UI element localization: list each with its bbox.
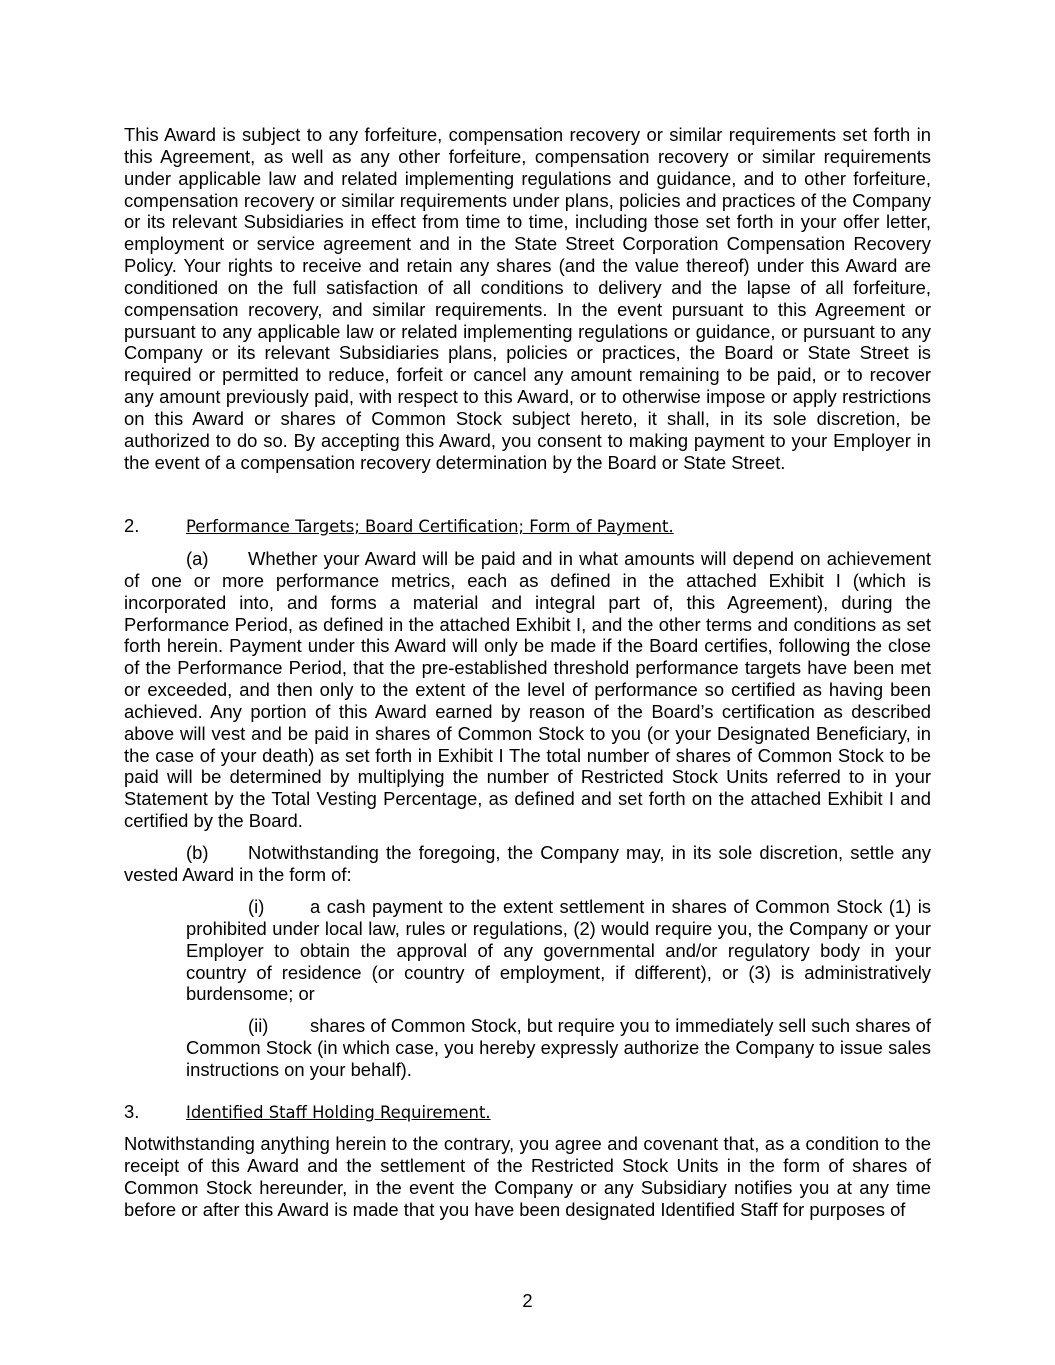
- section-2b-i-paragraph: [186, 896, 931, 1005]
- section-2a-label: (a): [186, 548, 209, 569]
- section-2-heading: [124, 515, 931, 538]
- section-2b-text: Notwithstanding the foregoing, the Company may, in its sole discretion, settle any vested Award in the form of:: [124, 842, 931, 885]
- section-2b-label: (b): [186, 842, 209, 863]
- section-2b-i-text: a cash payment to the extent settlement in shares of Common Stock (1) is prohibited under local law, rules or regulations, (2) would require you, the Company or your Employer to obtain the approval of any governmental and/or regulatory body in your country of residence (or country of employment, if different), or (3) is administratively burdensome; or: [186, 896, 931, 1005]
- section-2a-text: Whether your Award will be paid and in what amounts will depend on achievement of one or more performance metrics, each as defined in the attached Exhibit I (which is incorporated into, and forms a material and integral part of, this Agreement), during the Performance Period, as defined in the attached Exhibit I, and the other terms and conditions as set forth herein. Payment under this Award will only be made if the Board certifies, following the close of the Performance Period, that the pre-established threshold performance targets have been met or exceeded, and then only to the extent of the level of performance so certified as having been achieved. Any portion of this Award earned by reason of the Board’s certification as described above will vest and be paid in shares of Common Stock to you (or your Designated Beneficiary, in the case of your death) as set forth in Exhibit I The total number of shares of Common Stock to be paid will be determined by multiplying the number of Restricted Stock Units referred to in your Statement by the Total Vesting Percentage, as defined and set forth on the attached Exhibit I and certified by the Board.: [124, 548, 931, 832]
- section-2b-i-label: (i): [248, 896, 265, 917]
- section-2b-paragraph: [124, 842, 931, 886]
- page-number: 2: [522, 1290, 533, 1311]
- section-2-number: 2.: [124, 515, 140, 536]
- section-3-number: 3.: [124, 1101, 140, 1122]
- section-2-title: Performance Targets; Board Certification; Form of Payment.: [186, 517, 674, 536]
- section-2b-ii-paragraph: [186, 1015, 931, 1081]
- section-3-title: Identified Staff Holding Requirement.: [186, 1103, 491, 1122]
- section-2a-paragraph: [124, 548, 931, 832]
- section-2b-ii-text: shares of Common Stock, but require you to immediately sell such shares of Common Stock (in which case, you hereby expressly authorize the Company to issue sales instructions on your behalf).: [186, 1015, 931, 1080]
- section-3-paragraph: Notwithstanding anything herein to the contrary, you agree and covenant that, as a condition to the receipt of this Award and the settlement of the Restricted Stock Units in the form of shares of Common Stock hereunder, in the event the Company or any Subsidiary notifies you at any time before or after this Award is made that you have been designated Identified Staff for purposes of: [124, 1133, 931, 1220]
- section-3-heading: [124, 1101, 931, 1124]
- intro-paragraph: This Award is subject to any forfeiture, compensation recovery or similar requirements set forth in this Agreement, as well as any other forfeiture, compensation recovery or similar requirements under applicable law and related implementing regulations and guidance, and to other forfeiture, compensation recovery or similar requirements under plans, policies and practices of the Company or its relevant Subsidiaries in effect from time to time, including those set forth in your offer letter, employment or service agreement and in the State Street Corporation Compensation Recovery Policy. Your rights to receive and retain any shares (and the value thereof) under this Award are conditioned on the full satisfaction of all conditions to delivery and the lapse of all forfeiture, compensation recovery, and similar requirements. In the event pursuant to this Agreement or pursuant to any applicable law or related implementing regulations or guidance, or pursuant to any Company or its relevant Subsidiaries plans, policies or practices, the Board or State Street is required or permitted to reduce, forfeit or cancel any amount remaining to be paid, or to recover any amount previously paid, with respect to this Award, or to otherwise impose or apply restrictions on this Award or shares of Common Stock subject hereto, it shall, in its sole discretion, be authorized to do so. By accepting this Award, you consent to making payment to your Employer in the event of a compensation recovery determination by the Board or State Street.: [124, 124, 931, 473]
- section-2b-ii-label: (ii): [248, 1015, 269, 1036]
